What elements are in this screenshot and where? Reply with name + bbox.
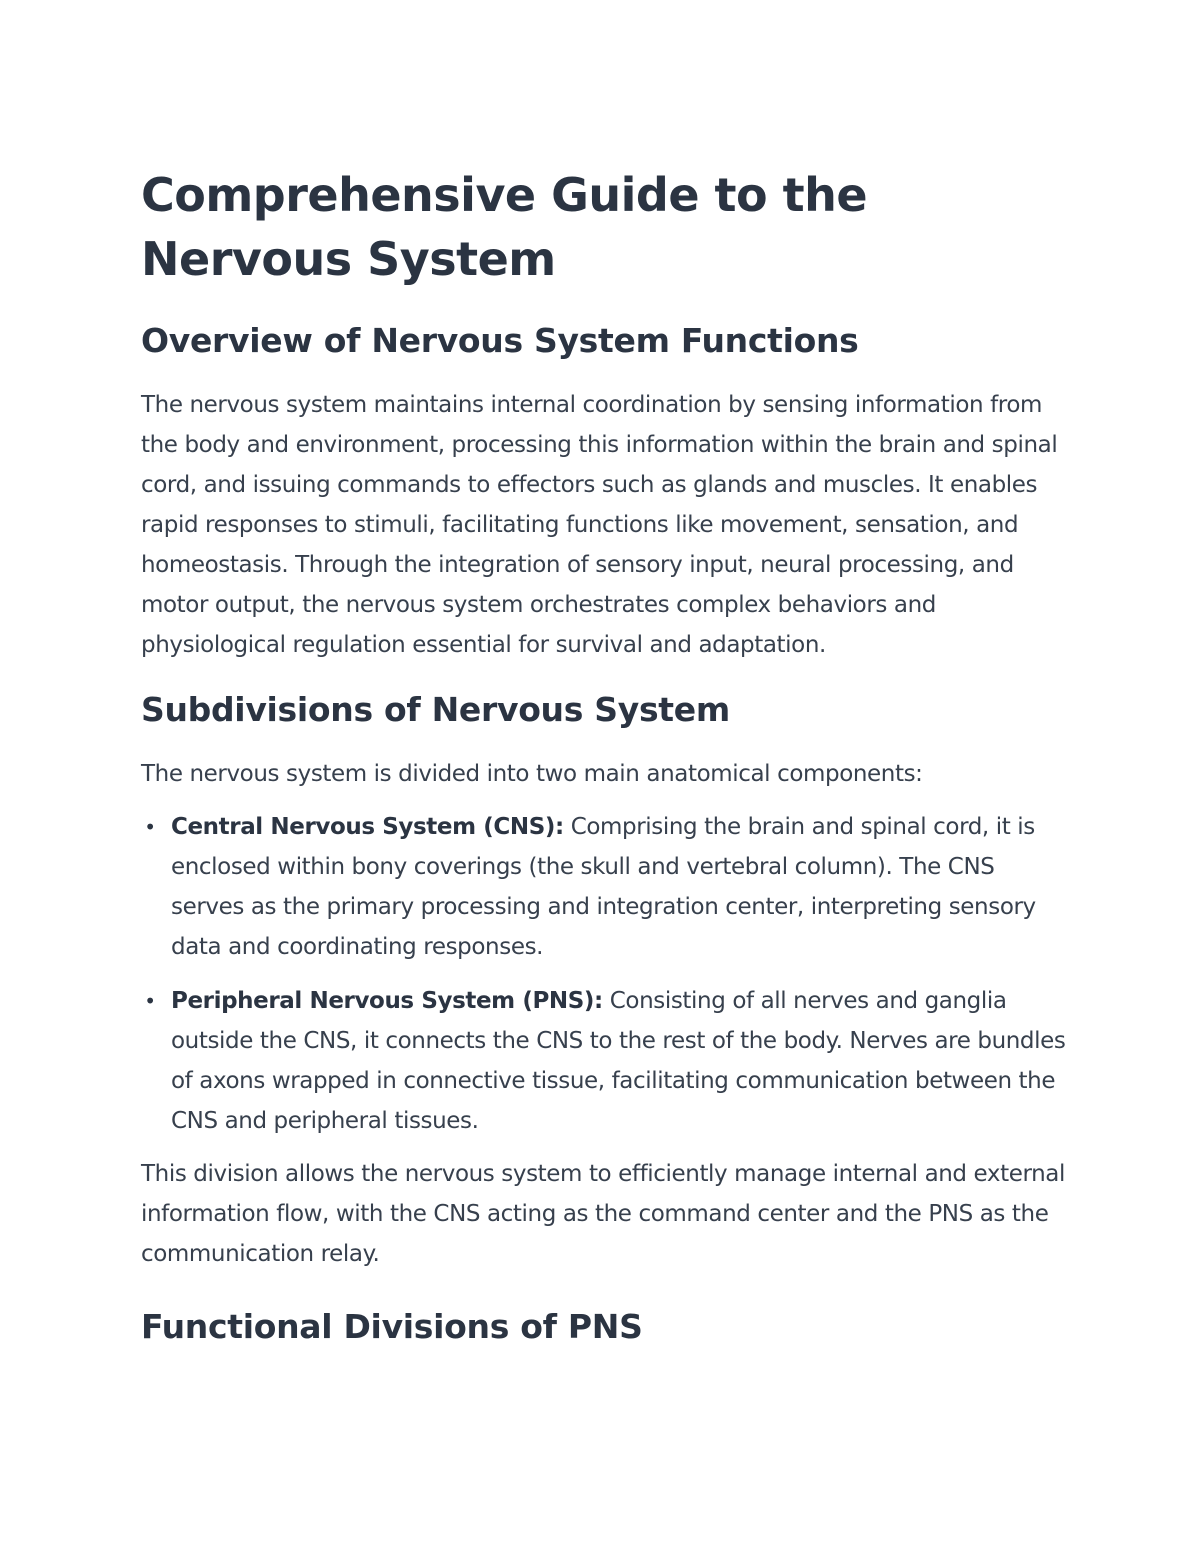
- document-page: [141, 163, 1066, 1349]
- cns-description: Comprising the brain and spinal cord, it is enclosed within bony coverings (the skull and vertebral column). The CNS serves as the primary processing and integration center, interpreting sensory data and coordinating responses.: [171, 814, 1036, 960]
- overview-heading: Overview of Nervous System Functions: [141, 321, 859, 360]
- list-item-pns: [141, 981, 1066, 1141]
- pns-term: Peripheral Nervous System (PNS):: [171, 988, 603, 1014]
- list-item-cns: [141, 807, 1066, 967]
- pns-description: Consisting of all nerves and ganglia outside the CNS, it connects the CNS to the rest of the body. Nerves are bundles of axons wrapped in connective tissue, facilitating communication between the CNS and peripheral tissues.: [171, 988, 1066, 1134]
- subdivisions-closing-paragraph: This division allows the nervous system to efficiently manage internal and external information flow, with the CNS acting as the command center and the PNS as the communication relay.: [141, 1161, 1065, 1267]
- bullet-icon: •: [144, 815, 156, 839]
- subdivisions-heading: Subdivisions of Nervous System: [141, 690, 730, 729]
- page-title: Comprehensive Guide to the Nervous System: [141, 168, 868, 286]
- overview-paragraph: The nervous system maintains internal coordination by sensing information from the body and environment, processing this information within the brain and spinal cord, and issuing commands to effectors such as glands and muscles. It enables rapid responses to stimuli, facilitating functions like movement, sensation, and homeostasis. Through the integration of sensory input, neural processing, and motor output, the nervous system orchestrates complex behaviors and physiological regulation essential for survival and adaptation.: [141, 392, 1058, 658]
- subdivisions-list: [141, 807, 1066, 1141]
- cns-term: Central Nervous System (CNS):: [171, 814, 564, 840]
- subdivisions-intro: The nervous system is divided into two main anatomical components:: [141, 761, 923, 787]
- functional-divisions-heading: Functional Divisions of PNS: [141, 1307, 643, 1346]
- bullet-icon: •: [144, 989, 156, 1013]
